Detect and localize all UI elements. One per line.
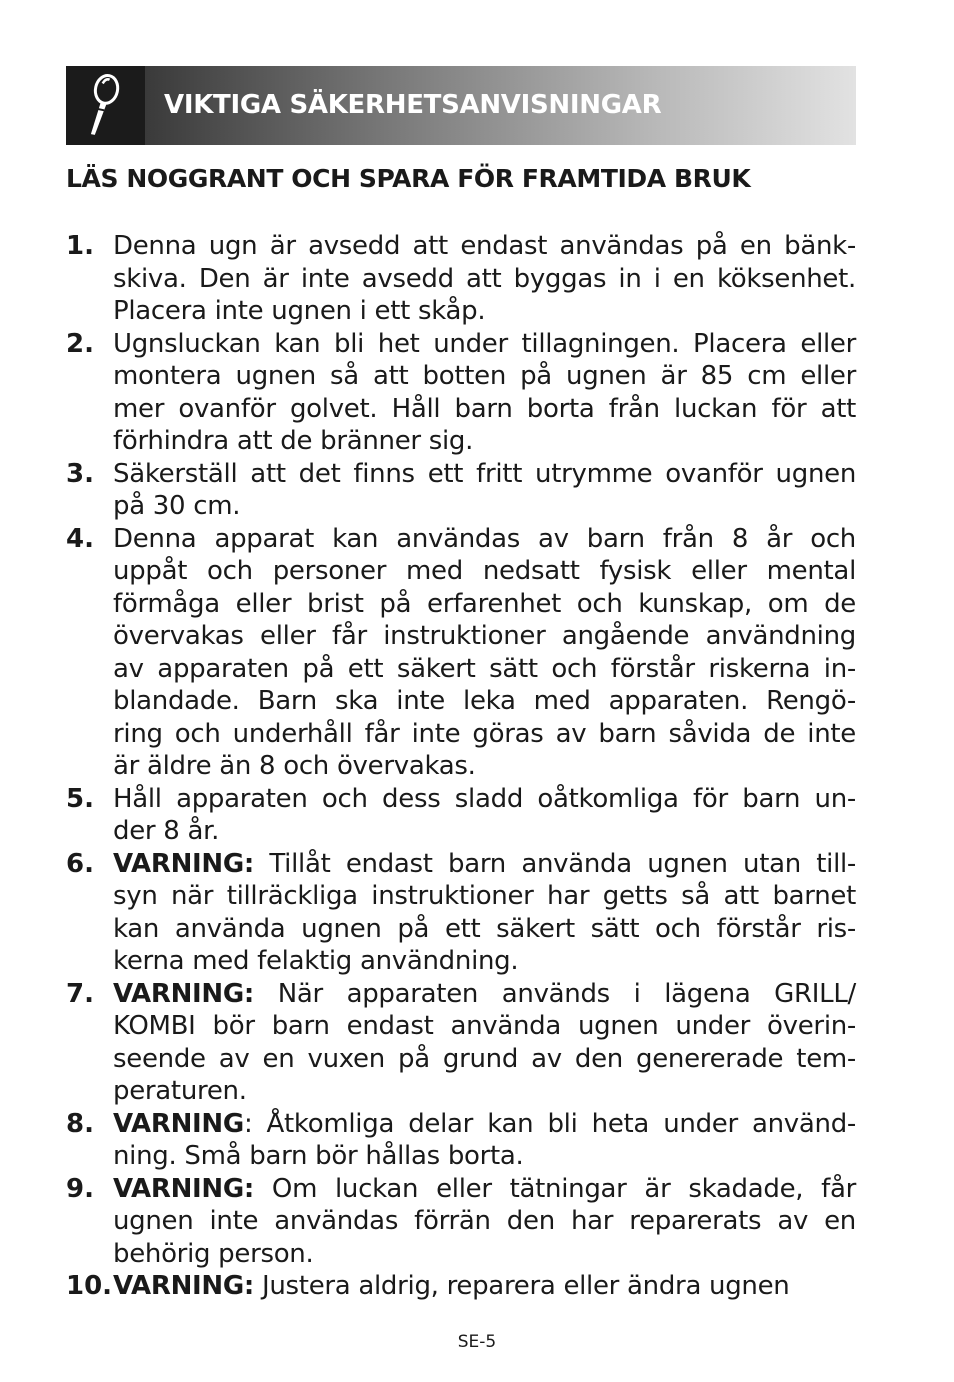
line-text: der 8 år. bbox=[113, 816, 220, 846]
page-number: SE-5 bbox=[457, 1332, 497, 1352]
section-header bbox=[66, 66, 856, 145]
line-text: Om luckan eller tätningar är skadade, får bbox=[254, 1173, 856, 1204]
line-text: syn när tillräckliga instruktioner har getts så att barnet bbox=[113, 881, 856, 911]
item-text-line bbox=[113, 750, 856, 783]
item-text-line bbox=[113, 360, 856, 393]
line-text: ring och underhåll får inte göras av barn såvida de inte bbox=[113, 718, 856, 749]
item-text-line bbox=[113, 1270, 856, 1303]
line-text: : Åtkomliga delar kan bli heta under använd- bbox=[243, 1108, 856, 1139]
line-text: blandade. Barn ska inte leka med apparaten. Rengö- bbox=[113, 686, 856, 716]
item-number: 10. bbox=[66, 1271, 113, 1301]
item-text-line bbox=[113, 718, 856, 751]
item-text-line bbox=[113, 1205, 856, 1238]
list-item bbox=[66, 523, 856, 783]
line-text: peraturen. bbox=[113, 1076, 247, 1106]
item-text-line bbox=[113, 653, 856, 686]
line-text: montera ugnen så att botten på ugnen är 85 cm eller bbox=[113, 361, 856, 391]
item-text-line bbox=[113, 815, 856, 848]
line-text: av apparaten på ett säkert sätt och förstår riskerna in- bbox=[113, 653, 856, 684]
item-text-line bbox=[113, 880, 856, 913]
line-text: övervakas eller får instruktioner angående användning bbox=[113, 621, 856, 651]
item-text-line bbox=[113, 393, 856, 426]
line-text: Denna apparat kan användas av barn från 8 år och bbox=[113, 523, 856, 554]
safety-instructions-list bbox=[66, 230, 856, 1303]
line-text: förmåga eller brist på erfarenhet och kunskap, om de bbox=[113, 588, 856, 619]
item-text-line bbox=[113, 978, 856, 1011]
item-number: 1. bbox=[66, 231, 94, 261]
line-text: KOMBI bör barn endast använda ugnen under överin- bbox=[113, 1011, 856, 1041]
item-text-line bbox=[113, 523, 856, 556]
item-text-line bbox=[113, 490, 856, 523]
list-item bbox=[66, 328, 856, 458]
line-text: kan använda ugnen på ett säkert sätt och förstår ris- bbox=[113, 913, 856, 944]
line-text: förhindra att de bränner sig. bbox=[113, 426, 474, 456]
line-text: Justera aldrig, reparera eller ändra ugnen bbox=[254, 1271, 790, 1301]
item-text-line bbox=[113, 1075, 856, 1108]
item-text-line bbox=[113, 458, 856, 491]
item-text-line bbox=[113, 555, 856, 588]
item-text-line bbox=[113, 1238, 856, 1271]
line-text: Ugnsluckan kan bli het under tillagningen. Placera eller bbox=[113, 328, 856, 359]
line-text: Håll apparaten och dess sladd oåtkomliga för barn un- bbox=[113, 783, 856, 814]
warning-label: VARNING: bbox=[113, 1271, 255, 1301]
line-text: Tillåt endast barn använda ugnen utan till- bbox=[254, 848, 856, 879]
item-text-line bbox=[113, 783, 856, 816]
item-text-line bbox=[113, 295, 856, 328]
line-text: skiva. Den är inte avsedd att byggas in i en köksenhet. bbox=[113, 263, 856, 294]
warning-label: VARNING: bbox=[113, 848, 255, 879]
item-number: 4. bbox=[66, 523, 94, 554]
warning-label: VARNING: bbox=[113, 1173, 255, 1204]
line-text: seende av en vuxen på grund av den genererade tem- bbox=[113, 1043, 856, 1074]
item-text-line bbox=[113, 1108, 856, 1141]
line-text: är äldre än 8 och övervakas. bbox=[113, 751, 476, 781]
warning-label: VARNING: bbox=[113, 978, 255, 1009]
line-text: på 30 cm. bbox=[113, 491, 241, 521]
item-text-line bbox=[113, 620, 856, 653]
line-text: ning. Små barn bör hållas borta. bbox=[113, 1141, 524, 1171]
line-text: När apparaten används i lägena GRILL/ bbox=[254, 978, 856, 1009]
list-item bbox=[66, 848, 856, 978]
line-text: Placera inte ugnen i ett skåp. bbox=[113, 296, 486, 326]
list-item bbox=[66, 230, 856, 328]
list-item bbox=[66, 783, 856, 848]
line-text: mer ovanför golvet. Håll barn borta från luckan för att bbox=[113, 393, 856, 424]
warning-label: VARNING bbox=[113, 1108, 244, 1139]
item-number: 3. bbox=[66, 458, 94, 489]
line-text: ugnen inte användas förrän den har reparerats av en bbox=[113, 1206, 856, 1236]
item-number: 7. bbox=[66, 978, 94, 1009]
line-text: Säkerställ att det finns ett fritt utrymme ovanför ugnen bbox=[113, 458, 856, 489]
list-item bbox=[66, 978, 856, 1108]
line-text: Denna ugn är avsedd att endast användas på en bänk- bbox=[113, 231, 856, 261]
item-text-line bbox=[113, 263, 856, 296]
item-number: 5. bbox=[66, 783, 94, 814]
list-item bbox=[66, 1173, 856, 1271]
item-text-line bbox=[113, 1140, 856, 1173]
item-text-line bbox=[113, 945, 856, 978]
item-number: 6. bbox=[66, 848, 94, 879]
item-text-line bbox=[113, 848, 856, 881]
item-text-line bbox=[113, 425, 856, 458]
item-text-line bbox=[113, 1010, 856, 1043]
line-text: kerna med felaktig användning. bbox=[113, 946, 519, 976]
item-number: 8. bbox=[66, 1108, 94, 1139]
warning-exclamation-icon bbox=[66, 66, 145, 145]
line-text: behörig person. bbox=[113, 1238, 314, 1269]
list-item bbox=[66, 1108, 856, 1173]
line-text: uppåt och personer med nedsatt fysisk eller mental bbox=[113, 556, 856, 586]
section-title: VIKTIGA SÄKERHETSANVISNINGAR bbox=[164, 90, 662, 120]
page-subtitle: LÄS NOGGRANT OCH SPARA FÖR FRAMTIDA BRUK bbox=[66, 164, 751, 193]
item-text-line bbox=[113, 685, 856, 718]
item-text-line bbox=[113, 1043, 856, 1076]
item-number: 2. bbox=[66, 328, 94, 359]
item-number: 9. bbox=[66, 1173, 94, 1204]
list-item bbox=[66, 1270, 856, 1303]
item-text-line bbox=[113, 588, 856, 621]
list-item bbox=[66, 458, 856, 523]
item-text-line bbox=[113, 913, 856, 946]
item-text-line bbox=[113, 1173, 856, 1206]
item-text-line bbox=[113, 328, 856, 361]
item-text-line bbox=[113, 230, 856, 263]
